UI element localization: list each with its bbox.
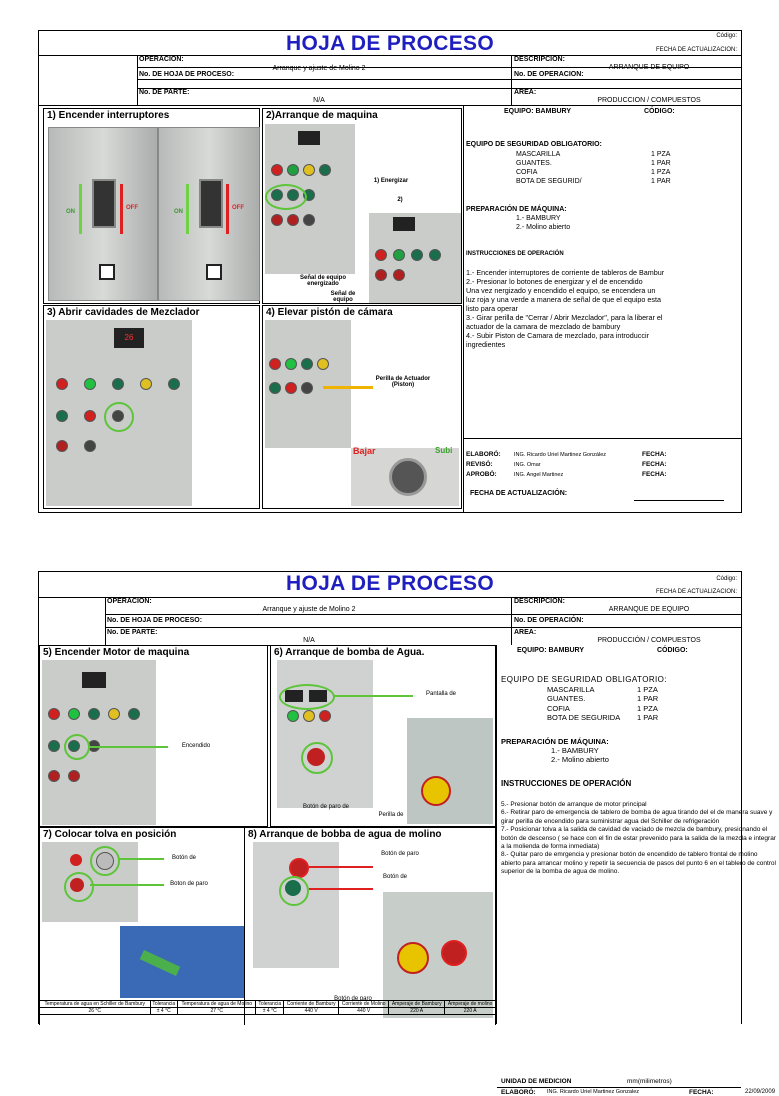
no-parte-label: No. DE PARTE: — [107, 629, 158, 636]
table-header-cell: Temperatura de agua en Schiller de Bambury — [40, 1001, 151, 1008]
signal-energized-label: Señal de equipo energizado — [299, 275, 346, 287]
table-header-cell: Corriente de Bambury — [283, 1001, 338, 1008]
fecha-actualizacion-label: FECHA DE ACTUALIZACION: — [655, 47, 737, 53]
pointer-arrow-icon — [309, 866, 373, 868]
operacion-label: OPERACION: — [107, 598, 152, 605]
codigo-label: Código: — [716, 33, 737, 39]
descripcion-value: ARRANQUE DE EQUIPO — [608, 64, 690, 71]
button-label: Botón de — [382, 874, 408, 880]
temperature-display-icon — [82, 672, 106, 688]
panel-title: 7) Colocar tolva en posición — [43, 829, 177, 840]
instructions-list: 1.- Encender interruptores de corriente de tableros de Bambur 2.- Presionar lo botones de energizar y el de encendido Una vez nergizado y encendido el equipo, se encendera un luz roja y una verde a manera de señal de que el equipo esta listo para operar 3.- Girar perilla de "Cerrar / Abrir Mezclador", para la liberar el actuador de la camara de mezclado de bambury 4.- Subir Piston de Camara de mezclado, para introduccir ingredientes — [466, 268, 665, 349]
off-label: OFF — [232, 205, 244, 211]
unidad-label: UNIDAD DE MEDICION — [501, 1078, 572, 1085]
brand-logo-icon — [206, 264, 222, 280]
operacion-value: Arranque y ajuste de Molino 2 — [272, 65, 366, 72]
codigo-label: CÓDIGO: — [644, 108, 675, 115]
table-cell: 27 °C — [178, 1008, 256, 1015]
highlight-ring — [265, 184, 307, 210]
no-parte-value: N/A — [303, 637, 315, 644]
selector-knob-icon — [397, 942, 429, 974]
highlight-ring — [64, 734, 90, 760]
energizar-label: 1) Energizar — [373, 178, 409, 184]
panel-title: 5) Encender Motor de maquina — [43, 647, 190, 658]
stop-button-label: Botón de paro de — [302, 804, 350, 810]
panel-step-5 — [39, 645, 268, 827]
descripcion-label: DESCRIPCION: — [514, 56, 565, 63]
table-header-cell: Temperatura de agua de Molino — [178, 1001, 256, 1008]
operacion-value: Arranque y ajuste de Molino 2 — [262, 606, 356, 613]
down-arrow-icon — [226, 184, 229, 234]
panel-step-2 — [262, 108, 462, 304]
safety-equipment-section: EQUIPO DE SEGURIDAD OBLIGATORIO: MASCARILLA 1 PZA GUANTES. 1 PAR COFIA 1 PZA BOTA DE SEGURIDA 1 PAR — [501, 675, 667, 722]
panel-step-7 — [39, 827, 278, 1025]
pump-knob-photo — [407, 718, 493, 824]
signature-block: ELABORÓ: ING. Ricardo Uriel Martinez González FECHA: REVISÓ: ING. Omar FECHA: APROBÓ: ING. Angel Martinez FECHA: — [466, 451, 667, 478]
highlight-ring — [64, 872, 94, 902]
button-icon — [70, 854, 82, 866]
area-label: AREA: — [514, 89, 537, 96]
panel-title: 4) Elevar pistón de cámara — [266, 307, 393, 318]
temperature-display-icon: 26 — [114, 328, 144, 348]
step-two-label: 2) — [397, 197, 403, 203]
measurement-table — [39, 1000, 496, 1015]
area-value: PRODUCCIÓN / COMPUESTOS — [597, 637, 701, 644]
equipo-label: EQUIPO: BAMBURY — [504, 108, 572, 115]
machine-prep-section: PREPARACIÓN DE MÁQUINA: 1.- BAMBURY 2.- Molino abierto — [501, 737, 609, 764]
breaker-switch-left — [92, 179, 116, 228]
unidad-value: mm(milimetros) — [627, 1078, 672, 1085]
stop-button-icon — [289, 858, 309, 878]
highlight-ring — [90, 846, 120, 876]
codigo-label: CÓDIGO: — [657, 647, 688, 654]
selector-knob-icon — [421, 776, 451, 806]
process-sheet-2 — [38, 571, 776, 1096]
table-cell: 220 A — [389, 1008, 445, 1015]
pointer-arrow-icon — [333, 695, 413, 697]
panel-step-8 — [244, 827, 496, 1025]
brand-logo-icon — [99, 264, 115, 280]
table-cell: 440 V — [283, 1008, 338, 1015]
on-label: ON — [174, 209, 183, 215]
area-label: AREA: — [514, 629, 537, 636]
power-on-label: Encendido — [181, 743, 211, 749]
table-cell: ± 4 °C — [150, 1008, 178, 1015]
pointer-arrow-icon — [88, 746, 168, 748]
sheet-title: HOJA DE PROCESO — [286, 572, 494, 595]
panel-title: 8) Arranque de bobba de agua de molino — [248, 829, 442, 840]
lower-label: Bajar — [353, 446, 376, 456]
breaker-switch-right — [199, 179, 223, 228]
table-cell: 440 V — [339, 1008, 389, 1015]
no-parte-value: N/A — [313, 97, 325, 104]
stop-button-label: Botón de paro — [334, 996, 372, 1002]
equipo-label: EQUIPO: BAMBURY — [517, 647, 585, 654]
pointer-arrow-icon — [90, 884, 164, 886]
down-arrow-icon — [120, 184, 123, 234]
panel-step-1 — [43, 108, 260, 304]
operacion-label: OPERACION: — [139, 56, 184, 63]
no-operacion-label: No. DE OPERACIÓN: — [514, 617, 584, 624]
process-sheet-1 — [38, 30, 742, 513]
no-parte-label: No. DE PARTE: — [139, 89, 190, 96]
instructions-title: INSTRUCCIONES DE OPERACIÓN — [466, 251, 564, 257]
panel-title: 6) Arranque de bomba de Agua. — [274, 647, 425, 658]
button-label: Botón de — [171, 855, 197, 861]
highlight-ring — [279, 876, 309, 906]
up-arrow-icon — [79, 184, 82, 234]
table-cell: ± 4 °C — [256, 1008, 284, 1015]
fecha-actualizacion-label: FECHA DE ACTUALIZACION: — [655, 589, 737, 595]
highlight-ring — [301, 742, 333, 774]
descripcion-label: DESCRIPCION: — [514, 598, 565, 605]
table-cell: 26 °C — [40, 1008, 151, 1015]
elaboro-value: ING. Ricardo Uriel Martinez Gonzalez — [547, 1089, 640, 1095]
table-cell: 220 A — [445, 1008, 496, 1015]
fecha-label: FECHA: — [689, 1089, 714, 1096]
panel-step-6 — [270, 645, 496, 827]
table-header-row — [40, 1001, 496, 1008]
hoja-proceso-label: No. DE HOJA DE PROCESO: — [107, 617, 203, 624]
no-operacion-label: No. DE OPERACION: — [514, 71, 584, 78]
table-header-cell: Amperaje de Bambury — [389, 1001, 445, 1008]
table-header-cell: Tolerancia — [150, 1001, 178, 1008]
selector-knob-icon — [389, 458, 427, 496]
pointer-arrow-icon — [309, 888, 373, 890]
fecha-value: 22/09/2009 — [745, 1089, 776, 1095]
panel-title: 3) Abrir cavidades de Mezclador — [47, 307, 200, 318]
fecha-actualizacion-label: FECHA DE ACTUALIZACIÓN: — [470, 490, 568, 497]
off-label: OFF — [126, 205, 138, 211]
water-pump-panel-photo — [277, 660, 373, 808]
safety-equipment-section: EQUIPO DE SEGURIDAD OBLIGATORIO: MASCARILLA 1 PZA GUANTES. 1 PAR COFIA 1 PZA BOTA DE SEGURID/ 1 PAR — [466, 141, 671, 185]
highlight-ring — [279, 684, 335, 710]
instructions-title: INSTRUCCIONES DE OPERACIÓN — [501, 779, 632, 788]
raise-label: Subi — [435, 446, 453, 455]
pointer-arrow-icon — [323, 386, 373, 389]
display-label: Pantalla de — [425, 691, 457, 697]
area-value: PRODUCCION / COMPUESTOS — [597, 97, 701, 104]
stop-button-label: Botón de paro — [381, 851, 419, 857]
temperature-display-icon — [298, 131, 320, 145]
panel-step-3 — [43, 305, 260, 509]
table-header-cell: Tolerancia — [256, 1001, 284, 1008]
sheet-title: HOJA DE PROCESO — [286, 32, 494, 55]
table-header-cell: Amperaje de molino — [445, 1001, 496, 1008]
piston-knob-label: Perilla de Actuador (Piston) — [375, 376, 431, 388]
highlight-ring — [104, 402, 134, 432]
info-column — [496, 645, 776, 1096]
stop-button-icon — [441, 940, 467, 966]
descripcion-value: ARRANQUE DE EQUIPO — [608, 606, 690, 613]
elaboro-label: ELABORÓ: — [501, 1089, 536, 1096]
pointer-arrow-icon — [118, 858, 164, 860]
on-label: ON — [66, 209, 75, 215]
table-row — [40, 1008, 496, 1015]
signal-equipment-label: Señal de equipo — [330, 291, 356, 303]
temperature-display-icon — [393, 217, 415, 231]
codigo-label: Código: — [716, 576, 737, 582]
panel-step-4 — [262, 305, 462, 509]
up-arrow-icon — [186, 184, 189, 234]
panel-title: 2)Arranque de maquina — [266, 110, 378, 121]
stop-button-label: Boton de paro — [170, 881, 208, 887]
info-column — [463, 106, 741, 512]
table-header-cell: Corriente de Molino — [339, 1001, 389, 1008]
machine-prep-section: PREPARACIÓN DE MÁQUINA: 1.- BAMBURY 2.- Molino abierto — [466, 206, 571, 231]
knob-label: Perilla de — [378, 812, 404, 818]
panel-title: 1) Encender interruptores — [47, 110, 170, 121]
instructions-list: 5.- Presionar botón de arranque de motor principal 6.- Retirar paro de emergencia de tablero de bomba de agua tirando del el de manera suave y girar perilla de encendido para suministrar agua del Schiller de refrigeración 7.- Posicionar tolva a la salida de cavidad de vaciado de mezcla de bambury, presionando el botón de descenso ( se hace con el fin de estar prevenido para la salida de la mezcla e integrar a la molienda de forma inmediata) 8.- Quitar paro de emrgencia y presionar botón de encendido de tablero frontal de molino abierto para arrancar molino y repetir la secuencia de pasos del punto 6 en el tablero de control superior de la bomba de agua de molino. — [501, 801, 776, 876]
hoja-proceso-label: No. DE HOJA DE PROCESO: — [139, 71, 235, 78]
